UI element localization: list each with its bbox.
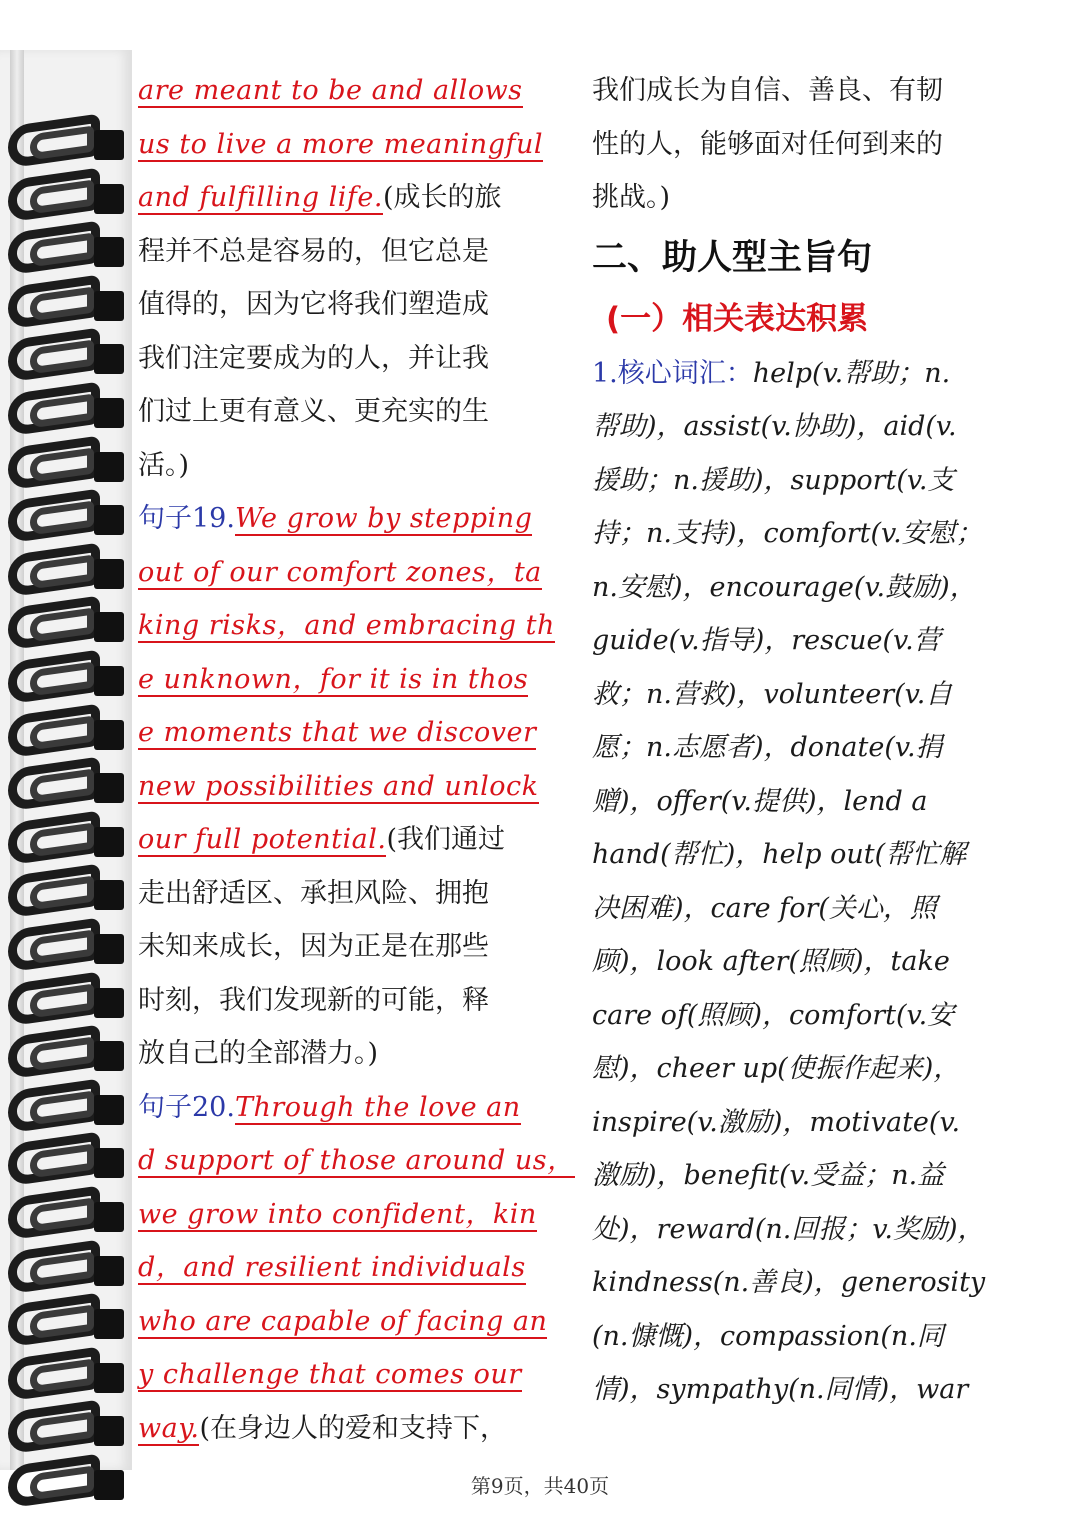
spiral-ring (8, 120, 126, 176)
spiral-ring (8, 870, 126, 926)
sentence-20-label: 句子20. (138, 1091, 235, 1123)
sentence-19-label: 句子19. (138, 503, 235, 534)
chinese-translation-line: 值得的，因为它将我们塑造成 (138, 289, 489, 320)
chinese-translation-line: 放自己的全部潜力。) (138, 1038, 379, 1069)
chinese-translation-line: 性的人，能够面对任何到来的 (592, 128, 943, 160)
chinese-translation-text: (我们通过 (386, 824, 505, 855)
chinese-translation-line: 挑战。) (592, 182, 671, 213)
vocab-line: 救；n.营救)，volunteer(v.自 (592, 678, 953, 710)
ring-peg (94, 827, 124, 857)
sentence-19-line (138, 492, 578, 546)
vocab-line: 处)，reward(n.回报；v.奖励)， (592, 1213, 985, 1245)
vocab-line: 激励)，benefit(v.受益；n.益 (592, 1160, 945, 1191)
spiral-ring (8, 763, 126, 819)
vocab-line: 援助；n.援助)，support(v.支 (592, 464, 955, 496)
chinese-translation-line: 走出舒适区、承担风险、拥抱 (138, 877, 489, 909)
subsection-heading: (一）相关表达积累 (606, 300, 869, 337)
spiral-ring (8, 1138, 126, 1194)
vocab-line: 愿；n.志愿者)，donate(v.捐 (592, 732, 943, 763)
english-sentence-text: and fulfilling life. (138, 182, 383, 213)
chinese-translation-text: (在身边人的爱和支持下， (199, 1412, 508, 1444)
spiral-ring (8, 281, 126, 337)
vocab-line: inspire(v.激励)，motivate(v. (592, 1106, 961, 1138)
chinese-translation-line: 未知来成长，因为正是在那些 (138, 931, 489, 962)
page-number-footer: 第9页，共40页 (470, 1474, 610, 1498)
english-sentence-text: out of our comfort zones，ta (138, 556, 542, 588)
spiral-ring (8, 334, 126, 390)
vocab-line: care of(照顾)，comfort(v.安 (592, 999, 955, 1031)
ring-peg (94, 880, 124, 910)
spiral-ring (8, 1085, 126, 1141)
ring-peg (94, 1148, 124, 1178)
vocab-line (592, 347, 1062, 401)
vocab-line: kindness(n.善良)，generosity (592, 1267, 986, 1298)
english-sentence-text: are meant to be and allows (138, 75, 523, 106)
spiral-ring (8, 549, 126, 605)
chinese-translation-text: (成长的旅 (382, 182, 502, 213)
text-line (138, 1295, 578, 1349)
chinese-translation-line: 活。) (138, 449, 190, 481)
ring-peg (94, 291, 124, 321)
vocab-text: help(v.帮助；n. (752, 357, 951, 389)
text-line (138, 813, 578, 867)
vocab-line: guide(v.指导)，rescue(v.营 (592, 625, 941, 656)
spiral-ring (8, 924, 126, 980)
spiral-ring (8, 978, 126, 1034)
sentence-20-line (138, 1081, 578, 1135)
english-sentence-text: d，and resilient individuals (138, 1252, 526, 1283)
english-sentence-text: way. (138, 1412, 200, 1444)
vocab-line: n.安慰)，encourage(v.鼓励)， (592, 571, 977, 603)
ring-peg (94, 1256, 124, 1286)
english-sentence-text: y challenge that comes our (138, 1359, 522, 1390)
spiral-ring (8, 495, 126, 551)
vocab-line: 情)，sympathy(n.同情)，war (592, 1374, 969, 1405)
spiral-ring (8, 174, 126, 230)
ring-peg (94, 934, 124, 964)
ring-peg (94, 344, 124, 374)
spiral-ring (8, 388, 126, 444)
ring-peg (94, 184, 124, 214)
text-line (138, 118, 578, 172)
spiral-ring (8, 1406, 126, 1462)
vocab-line: 决困难)，care for(关心，照 (592, 892, 937, 924)
english-sentence-text: new possibilities and unlock (138, 770, 539, 802)
text-line (138, 1134, 578, 1188)
right-column (592, 64, 1062, 1417)
spiral-ring (8, 1031, 126, 1087)
vocab-label: 1.核心词汇： (592, 357, 753, 389)
spiral-ring (8, 817, 126, 873)
vocab-line: hand(帮忙)，help out(帮忙解 (592, 839, 967, 870)
chinese-translation-line: 时刻，我们发现新的可能，释 (138, 984, 489, 1016)
ring-peg (94, 398, 124, 428)
vocab-line: 帮助)，assist(v.协助)，aid(v. (592, 411, 957, 442)
spiral-ring (8, 1192, 126, 1248)
spiral-ring (8, 1299, 126, 1355)
english-sentence-text: Through the love an (234, 1091, 521, 1123)
vocab-line: 顾)，look after(照顾)，take (592, 946, 950, 977)
text-line (138, 546, 578, 600)
vocab-line: 赠)，offer(v.提供)，lend a (592, 785, 928, 817)
chinese-translation-line: 我们成长为自信、善良、有韧 (592, 75, 943, 106)
ring-peg (94, 773, 124, 803)
english-sentence-text: us to live a more meaningful (138, 128, 543, 160)
english-sentence-text: e moments that we discover (138, 717, 537, 748)
spiral-ring (8, 442, 126, 498)
spiral-binding (0, 50, 132, 1470)
chinese-translation-line: 程并不总是容易的，但它总是 (138, 235, 489, 267)
ring-peg (94, 237, 124, 267)
text-line (138, 1348, 578, 1402)
ring-peg (94, 720, 124, 750)
english-sentence-text: We grow by stepping (234, 503, 533, 534)
ring-peg (94, 505, 124, 535)
english-sentence-text: who are capable of facing an (138, 1305, 548, 1337)
english-sentence-text: we grow into confident，kin (138, 1198, 537, 1230)
ring-peg (94, 452, 124, 482)
ring-peg (94, 559, 124, 589)
spiral-ring (8, 227, 126, 283)
vocab-line: (n.慷慨)，compassion(n.同 (592, 1320, 944, 1352)
english-sentence-text: king risks，and embracing th (138, 610, 555, 641)
chinese-translation-line: 我们注定要成为的人，并让我 (138, 342, 489, 374)
english-sentence-text: e unknown，for it is in thos (138, 663, 529, 695)
text-line (138, 64, 578, 118)
ring-peg (94, 1363, 124, 1393)
text-line (138, 1402, 578, 1456)
ring-peg (94, 1416, 124, 1446)
text-line (138, 1241, 578, 1295)
ring-peg (94, 1309, 124, 1339)
text-line (138, 706, 578, 760)
english-sentence-text: our full potential. (138, 824, 387, 855)
section-heading: 二、助人型主旨句 (592, 237, 873, 278)
left-column (138, 64, 578, 1455)
english-sentence-text: d support of those around us， (138, 1145, 575, 1176)
text-line (138, 760, 578, 814)
spiral-ring (8, 656, 126, 712)
ring-peg (94, 1095, 124, 1125)
vocab-line: 持；n.支持)，comfort(v.安慰； (592, 518, 983, 549)
spiral-ring (8, 710, 126, 766)
ring-peg (94, 1202, 124, 1232)
text-line (138, 653, 578, 707)
ring-peg (94, 130, 124, 160)
vocab-line: 慰)，cheer up(使振作起来)， (592, 1053, 961, 1084)
spiral-ring (8, 1353, 126, 1409)
text-line (138, 171, 578, 225)
ring-peg (94, 612, 124, 642)
chinese-translation-line: 们过上更有意义、更充实的生 (138, 396, 489, 427)
spiral-ring (8, 602, 126, 658)
ring-peg (94, 666, 124, 696)
ring-peg (94, 1041, 124, 1071)
text-line (138, 1188, 578, 1242)
spiral-ring (8, 1246, 126, 1302)
ring-peg (94, 988, 124, 1018)
text-line (138, 599, 578, 653)
